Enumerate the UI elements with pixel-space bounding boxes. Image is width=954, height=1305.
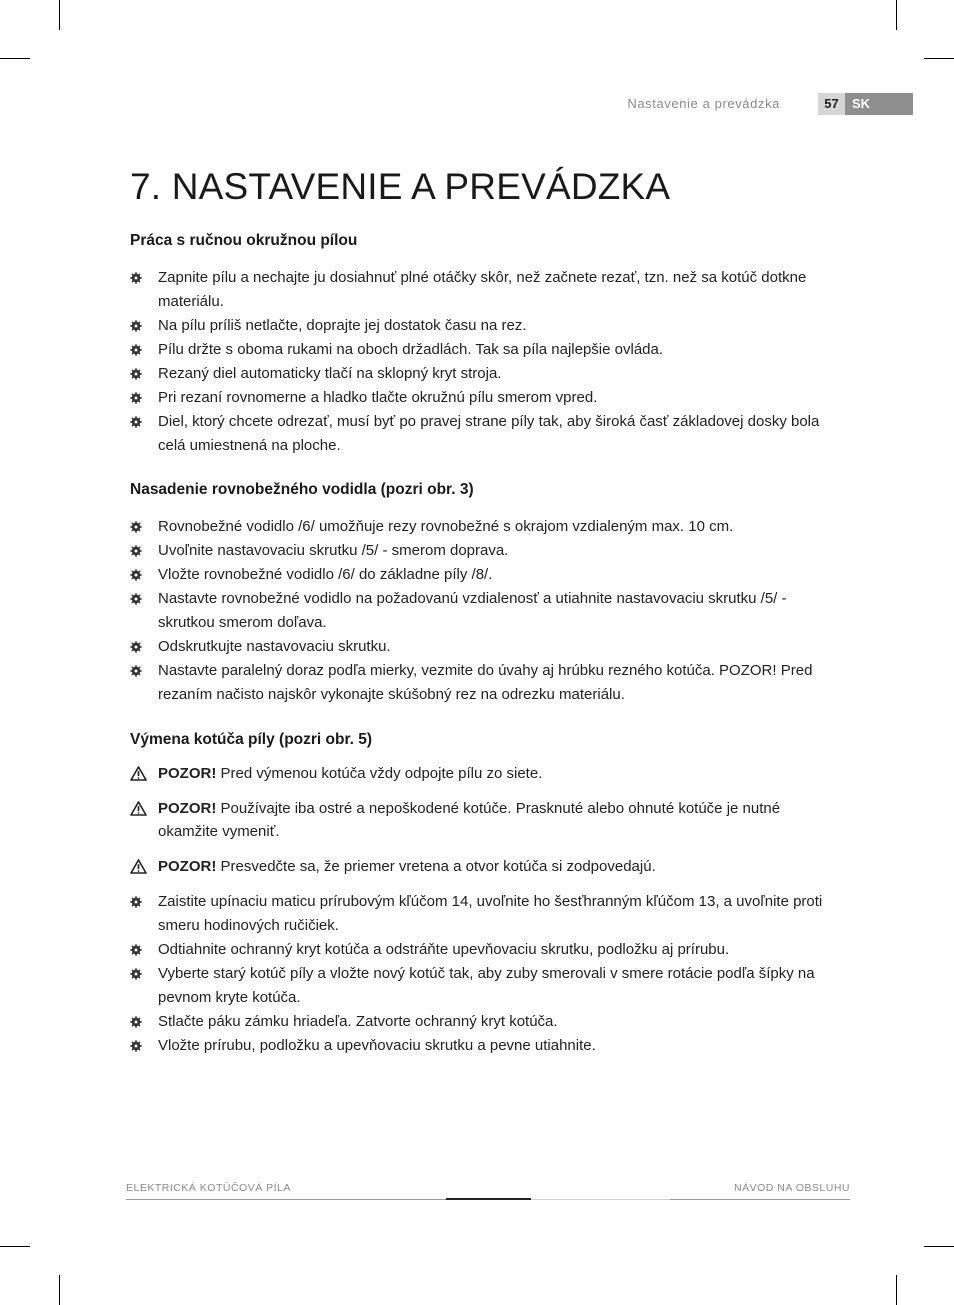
bullet-list bbox=[130, 266, 830, 458]
gear-bullet-icon bbox=[130, 320, 142, 332]
list-item-text: Diel, ktorý chcete odrezať, musí byť po pravej strane píly tak, aby široká časť základovej dosky bola celá umiestnená na ploche. bbox=[158, 413, 820, 454]
gear-bullet-icon bbox=[130, 968, 142, 980]
section-circular-saw-operation bbox=[130, 229, 830, 458]
language-tag: SK bbox=[845, 93, 913, 115]
gear-bullet-icon bbox=[130, 344, 142, 356]
section-blade-replacement bbox=[130, 728, 830, 1058]
section-heading: Výmena kotúča píly (pozri obr. 5) bbox=[130, 731, 373, 748]
list-item bbox=[130, 962, 830, 1010]
gear-bullet-icon bbox=[130, 1016, 142, 1028]
warning-text: Pred výmenou kotúča vždy odpojte pílu zo siete. bbox=[216, 765, 543, 782]
bullet-list bbox=[130, 890, 830, 1058]
crop-mark bbox=[924, 58, 954, 59]
warning-label: POZOR! bbox=[158, 800, 217, 817]
list-item bbox=[130, 386, 830, 410]
crop-mark bbox=[924, 1246, 954, 1247]
section-heading: Nasadenie rovnobežného vodidla (pozri obr. 3) bbox=[130, 481, 474, 498]
list-item-text: Stlačte páku zámku hriadeľa. Zatvorte ochranný kryt kotúča. bbox=[158, 1013, 558, 1030]
list-item-text: Rezaný diel automaticky tlačí na sklopný kryt stroja. bbox=[158, 365, 502, 382]
warning-triangle-icon bbox=[130, 801, 147, 816]
list-item bbox=[130, 563, 830, 587]
gear-bullet-icon bbox=[130, 392, 142, 404]
list-item bbox=[130, 266, 830, 314]
list-item-text: Odskrutkujte nastavovaciu skrutku. bbox=[158, 638, 391, 655]
list-item-text: Vložte prírubu, podložku a upevňovaciu skrutku a pevne utiahnite. bbox=[158, 1037, 596, 1054]
page-number: 57 bbox=[818, 93, 845, 115]
section-parallel-guide bbox=[130, 478, 830, 707]
warning-note bbox=[130, 855, 830, 878]
gear-bullet-icon bbox=[130, 896, 142, 908]
list-item bbox=[130, 362, 830, 386]
crop-mark bbox=[896, 1275, 897, 1305]
crop-mark bbox=[59, 0, 60, 30]
list-item-text: Nastavte rovnobežné vodidlo na požadovanú vzdialenosť a utiahnite nastavovaciu skrutku /5/ - skrutkou smerom doľava. bbox=[158, 590, 787, 631]
warning-triangle-icon bbox=[130, 859, 147, 874]
warning-triangle-icon bbox=[130, 766, 147, 781]
gear-bullet-icon bbox=[130, 641, 142, 653]
gear-bullet-icon bbox=[130, 593, 142, 605]
list-item-text: Pílu držte s oboma rukami na oboch držadlách. Tak sa píla najlepšie ovláda. bbox=[158, 341, 664, 358]
list-item-text: Odtiahnite ochranný kryt kotúča a odstráňte upevňovaciu skrutku, podložku aj prírubu. bbox=[158, 941, 730, 958]
crop-mark bbox=[0, 1246, 30, 1247]
list-item bbox=[130, 515, 830, 539]
gear-bullet-icon bbox=[130, 944, 142, 956]
footer-rule-accent bbox=[446, 1198, 531, 1200]
bullet-list bbox=[130, 515, 830, 707]
crop-mark bbox=[59, 1275, 60, 1305]
list-item bbox=[130, 938, 830, 962]
warning-label: POZOR! bbox=[158, 858, 217, 875]
warning-text: Používajte iba ostré a nepoškodené kotúče. Prasknuté alebo ohnuté kotúče je nutné okamžite vymeniť. bbox=[158, 800, 781, 840]
list-item bbox=[130, 635, 830, 659]
gear-bullet-icon bbox=[130, 368, 142, 380]
running-header: Nastavenie a prevádzka bbox=[627, 96, 780, 111]
list-item-text: Vyberte starý kotúč píly a vložte nový kotúč tak, aby zuby smerovali v smere rotácie podľa šípky na pevnom kryte kotúča. bbox=[158, 965, 815, 1006]
list-item-text: Uvoľnite nastavovaciu skrutku /5/ - smerom doprava. bbox=[158, 542, 509, 559]
list-item bbox=[130, 338, 830, 362]
list-item bbox=[130, 1010, 830, 1034]
footer-rule bbox=[126, 1199, 446, 1200]
list-item-text: Pri rezaní rovnomerne a hladko tlačte okružnú pílu smerom vpred. bbox=[158, 389, 598, 406]
gear-bullet-icon bbox=[130, 665, 142, 677]
gear-bullet-icon bbox=[130, 272, 142, 284]
gear-bullet-icon bbox=[130, 1040, 142, 1052]
gear-bullet-icon bbox=[130, 569, 142, 581]
list-item bbox=[130, 1034, 830, 1058]
list-item-text: Na pílu príliš netlačte, doprajte jej dostatok času na rez. bbox=[158, 317, 527, 334]
list-item bbox=[130, 314, 830, 338]
gear-bullet-icon bbox=[130, 416, 142, 428]
footer-manual-label: NÁVOD NA OBSLUHU bbox=[734, 1182, 850, 1194]
gear-bullet-icon bbox=[130, 521, 142, 533]
list-item bbox=[130, 890, 830, 938]
crop-mark bbox=[896, 0, 897, 30]
list-item-text: Rovnobežné vodidlo /6/ umožňuje rezy rovnobežné s okrajom vzdialeným max. 10 cm. bbox=[158, 518, 734, 535]
list-item-text: Zapnite pílu a nechajte ju dosiahnuť plné otáčky skôr, než začnete rezať, tzn. než sa kotúč dotkne materiálu. bbox=[158, 269, 807, 310]
footer-product-name: ELEKTRICKÁ KOTÚČOVÁ PÍLA bbox=[126, 1182, 291, 1194]
section-heading: Práca s ručnou okružnou pílou bbox=[130, 232, 358, 249]
list-item bbox=[130, 410, 830, 458]
gear-bullet-icon bbox=[130, 545, 142, 557]
list-item-text: Nastavte paralelný doraz podľa mierky, vezmite do úvahy aj hrúbku rezného kotúča. POZOR! Pred rezaním načisto najskôr vykonajte skúšobný rez na odrezku materiálu. bbox=[158, 662, 813, 703]
list-item bbox=[130, 659, 830, 707]
crop-mark bbox=[0, 58, 30, 59]
warning-text: Presvedčte sa, že priemer vretena a otvor kotúča si zodpovedajú. bbox=[216, 858, 656, 875]
list-item-text: Zaistite upínaciu maticu prírubovým kľúčom 14, uvoľnite ho šesťhranným kľúčom 13, a uvoľnite proti smeru hodinových ručičiek. bbox=[158, 893, 823, 934]
warning-note bbox=[130, 797, 830, 843]
list-item bbox=[130, 587, 830, 635]
page-title: 7. NASTAVENIE A PREVÁDZKA bbox=[130, 166, 671, 207]
footer-rule bbox=[670, 1199, 850, 1200]
warning-note bbox=[130, 762, 830, 785]
list-item bbox=[130, 539, 830, 563]
warning-label: POZOR! bbox=[158, 765, 217, 782]
list-item-text: Vložte rovnobežné vodidlo /6/ do základne píly /8/. bbox=[158, 566, 493, 583]
